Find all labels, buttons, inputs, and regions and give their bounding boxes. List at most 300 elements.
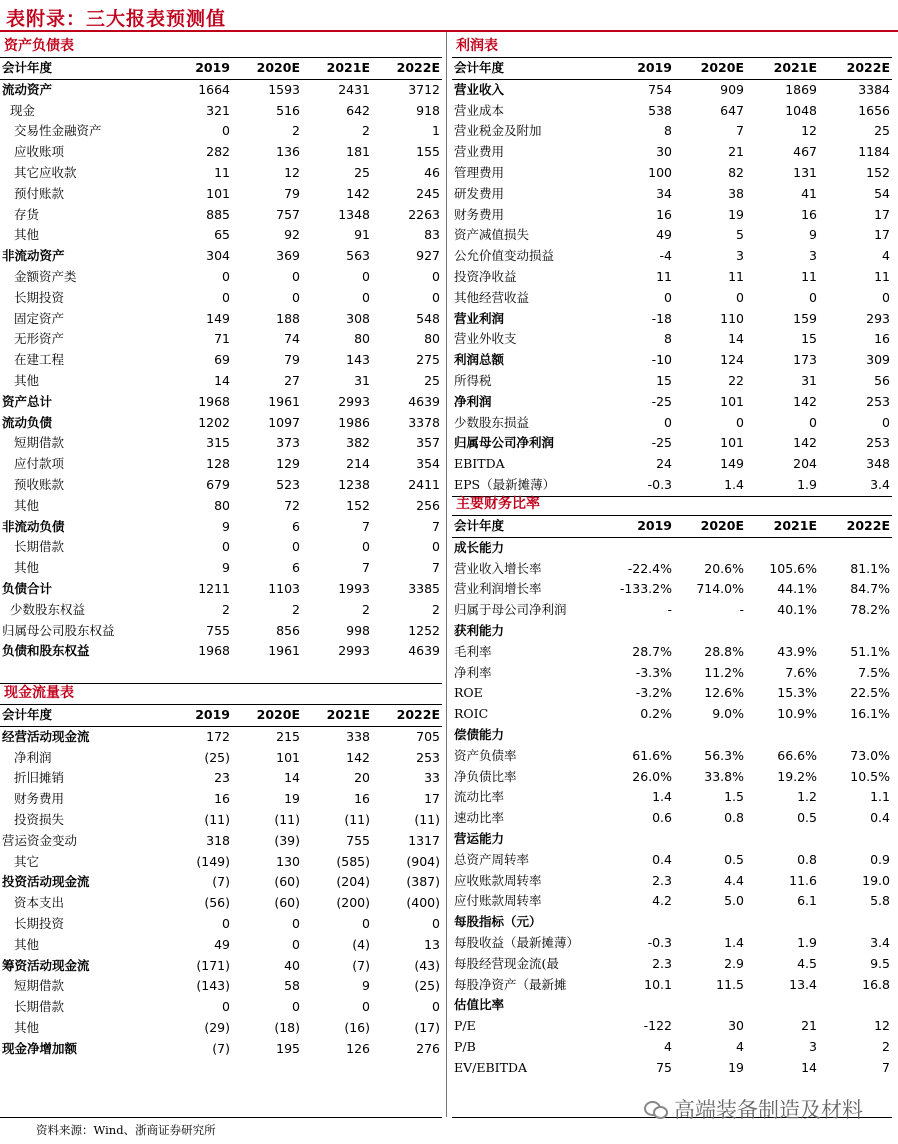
row-label: 其它 xyxy=(14,853,40,869)
cell-value: 0 xyxy=(882,414,890,430)
header-year: 2019 xyxy=(602,516,674,538)
cell-value: 142 xyxy=(793,435,817,451)
cell-value: 34 xyxy=(656,185,672,201)
cell-value: 124 xyxy=(720,352,744,368)
table-row xyxy=(0,309,442,330)
cell-value: 19.0 xyxy=(862,872,890,888)
cell-value: 23 xyxy=(214,770,230,786)
row-label: 每股经营现金流(最 xyxy=(454,955,559,971)
cell-value: 275 xyxy=(416,352,440,368)
cell-value: 14 xyxy=(214,372,230,388)
table-row xyxy=(452,121,892,142)
cell-value: 9 xyxy=(362,978,370,994)
cell-value: -3.2% xyxy=(635,685,672,701)
row-label: 长期投资 xyxy=(14,289,65,305)
ratios-title: 主要财务比率 xyxy=(456,496,540,512)
cell-value: 755 xyxy=(206,622,230,638)
cell-value: 3378 xyxy=(408,414,440,430)
row-label: 营运资金变动 xyxy=(2,832,78,848)
cell-value: (16) xyxy=(344,1019,370,1035)
row-label: 在建工程 xyxy=(14,352,65,368)
cell-value: 54 xyxy=(874,185,890,201)
table-row xyxy=(452,309,892,330)
row-label: 获利能力 xyxy=(454,622,505,638)
table-row xyxy=(452,995,892,1016)
row-label: 公允价值变动损益 xyxy=(454,248,555,264)
row-label: 资本支出 xyxy=(14,895,65,911)
table-row xyxy=(0,976,442,997)
cell-value: 13.4 xyxy=(789,976,817,992)
row-label xyxy=(0,1080,162,1101)
cell-value: 11 xyxy=(801,268,817,284)
cell-value: 1238 xyxy=(338,476,370,492)
cell-value: 19.2% xyxy=(777,768,817,784)
table-row xyxy=(452,163,892,184)
table-row xyxy=(0,454,442,475)
cell-value: 129 xyxy=(276,456,300,472)
row-label: 成长能力 xyxy=(454,539,505,555)
cell-value xyxy=(602,725,674,746)
table-row xyxy=(452,559,892,580)
row-label: 短期借款 xyxy=(14,435,65,451)
cell-value: 856 xyxy=(276,622,300,638)
cell-value: 2263 xyxy=(408,206,440,222)
table-row xyxy=(0,872,442,893)
cell-value: 84.7% xyxy=(850,581,890,597)
cell-value: 101 xyxy=(720,393,744,409)
row-label: 偿债能力 xyxy=(454,726,505,742)
cell-value: 1869 xyxy=(785,81,817,97)
row-label: 管理费用 xyxy=(454,164,505,180)
cell-value: 152 xyxy=(346,497,370,513)
cell-value: 282 xyxy=(206,144,230,160)
cell-value: 885 xyxy=(206,206,230,222)
header-year: 2019 xyxy=(602,58,674,80)
cell-value: 7.6% xyxy=(785,664,817,680)
row-label: 其他 xyxy=(14,560,40,576)
row-label: 少数股东损益 xyxy=(454,414,530,430)
row-label: 归属于母公司净利润 xyxy=(454,602,567,618)
row-label: EV/EBITDA xyxy=(454,1059,527,1075)
cell-value: 918 xyxy=(416,102,440,118)
table-row xyxy=(452,1058,892,1079)
row-label: 其他经营收益 xyxy=(454,289,530,305)
cell-value: 1.1 xyxy=(870,789,890,805)
row-label: P/E xyxy=(454,1018,476,1034)
row-label: 营业利润 xyxy=(454,310,505,326)
row-label: 筹资活动现金流 xyxy=(2,957,90,973)
cell-value: 0 xyxy=(292,539,300,555)
cell-value: 0 xyxy=(809,289,817,305)
cell-value xyxy=(674,829,746,850)
cell-value: -133.2% xyxy=(619,581,672,597)
cell-value: (25) xyxy=(414,978,440,994)
cell-value xyxy=(746,621,819,642)
cell-value: 308 xyxy=(346,310,370,326)
cell-value: 38 xyxy=(728,185,744,201)
cell-value xyxy=(819,995,892,1016)
cell-value: 72 xyxy=(284,497,300,513)
header-year: 2019 xyxy=(162,705,232,727)
table-row xyxy=(452,413,892,434)
cell-value: 348 xyxy=(866,456,890,472)
cell-value: 253 xyxy=(866,393,890,409)
row-label xyxy=(0,1060,162,1081)
cell-value: 2 xyxy=(222,601,230,617)
table-row xyxy=(0,225,442,246)
cell-value: 0.8 xyxy=(797,851,817,867)
cell-value: 13 xyxy=(424,936,440,952)
cell-value: 101 xyxy=(206,185,230,201)
cell-value: 1968 xyxy=(198,643,230,659)
cell-value: 43.9% xyxy=(777,643,817,659)
cell-value: 647 xyxy=(720,102,744,118)
cell-value: 7 xyxy=(432,560,440,576)
table-row xyxy=(0,288,442,309)
table-header-row xyxy=(0,58,442,80)
cell-value xyxy=(602,829,674,850)
cell-value: 10.5% xyxy=(850,768,890,784)
cell-value: 215 xyxy=(276,728,300,744)
table-row xyxy=(452,767,892,788)
cell-value: 5 xyxy=(736,227,744,243)
table-row xyxy=(0,142,442,163)
cell-value: 1348 xyxy=(338,206,370,222)
cell-value: 65 xyxy=(214,227,230,243)
cell-value: 0 xyxy=(432,999,440,1015)
header-label: 会计年度 xyxy=(452,58,602,80)
row-label: 营业利润增长率 xyxy=(454,581,542,597)
cell-value: 25 xyxy=(354,164,370,180)
table-row xyxy=(0,935,442,956)
table-row xyxy=(0,433,442,454)
income-panel xyxy=(452,36,892,497)
cell-value: 1968 xyxy=(198,393,230,409)
cell-value: 21 xyxy=(728,144,744,160)
cell-value: 9.0% xyxy=(712,706,744,722)
cell-value: 11.6 xyxy=(789,872,817,888)
cell-value: 33 xyxy=(424,770,440,786)
cell-value: 7 xyxy=(882,1059,890,1075)
watermark xyxy=(644,1094,863,1124)
cell-value xyxy=(232,1060,302,1081)
row-label: 应付款项 xyxy=(14,456,65,472)
cell-value: 309 xyxy=(866,352,890,368)
table-row xyxy=(0,517,442,538)
cell-value: 0 xyxy=(736,289,744,305)
cell-value: (4) xyxy=(352,936,370,952)
cell-value: 49 xyxy=(214,936,230,952)
table-row xyxy=(452,725,892,746)
cell-value: 4.4 xyxy=(724,872,744,888)
cell-value xyxy=(162,1060,232,1081)
cell-value: 49 xyxy=(656,227,672,243)
cell-value: 253 xyxy=(416,749,440,765)
cell-value: 159 xyxy=(793,310,817,326)
cell-value: 130 xyxy=(276,853,300,869)
table-row xyxy=(452,642,892,663)
cell-value: 12.6% xyxy=(704,685,744,701)
cell-value: 19 xyxy=(284,791,300,807)
cell-value: 2.3 xyxy=(652,872,672,888)
cell-value: 679 xyxy=(206,476,230,492)
cell-value: 172 xyxy=(206,728,230,744)
table-row xyxy=(0,1080,442,1101)
cell-value: 1103 xyxy=(268,580,300,596)
cell-value: 131 xyxy=(793,164,817,180)
row-label: 长期投资 xyxy=(14,915,65,931)
header-year: 2021E xyxy=(302,705,372,727)
table-row xyxy=(0,579,442,600)
table-row xyxy=(0,914,442,935)
cell-value: (7) xyxy=(212,874,230,890)
cell-value: 548 xyxy=(416,310,440,326)
income-table xyxy=(452,57,892,497)
cell-value: 149 xyxy=(206,310,230,326)
table-row xyxy=(452,891,892,912)
cell-value: 9 xyxy=(222,560,230,576)
cell-value: (7) xyxy=(352,957,370,973)
table-row xyxy=(452,1016,892,1037)
cell-value: 126 xyxy=(346,1040,370,1056)
cell-value: 7 xyxy=(362,560,370,576)
cell-value: 0 xyxy=(362,915,370,931)
table-row xyxy=(452,392,892,413)
table-row xyxy=(0,475,442,496)
cell-value: 91 xyxy=(354,227,370,243)
cell-value: 382 xyxy=(346,435,370,451)
cell-value: 563 xyxy=(346,248,370,264)
cell-value: -10 xyxy=(651,352,672,368)
cell-value xyxy=(674,725,746,746)
cell-value: 0 xyxy=(292,936,300,952)
cell-value xyxy=(819,725,892,746)
cell-value: 56 xyxy=(874,372,890,388)
cell-value: 80 xyxy=(424,331,440,347)
cell-value: 0 xyxy=(362,289,370,305)
row-label: EBITDA xyxy=(454,456,505,472)
table-row xyxy=(452,579,892,600)
cell-value: 12 xyxy=(801,123,817,139)
cell-value: 0 xyxy=(432,915,440,931)
cell-value: 11 xyxy=(214,164,230,180)
cell-value: 44.1% xyxy=(777,581,817,597)
row-label: ROE xyxy=(454,685,483,701)
watermark-text: 高端装备制造及材料 xyxy=(674,1098,863,1122)
balance-sheet-panel xyxy=(0,36,442,684)
cell-value: 20.6% xyxy=(704,560,744,576)
cell-value: 0 xyxy=(222,915,230,931)
cell-value: 0.8 xyxy=(724,810,744,826)
cell-value: 10.9% xyxy=(777,706,817,722)
cell-value: -0.3 xyxy=(647,934,672,950)
cell-value: 46 xyxy=(424,164,440,180)
cell-value: 188 xyxy=(276,310,300,326)
table-row xyxy=(0,831,442,852)
row-label: 流动负债 xyxy=(2,414,53,430)
cell-value: 142 xyxy=(346,185,370,201)
cell-value: (904) xyxy=(406,853,440,869)
row-label: 预收账款 xyxy=(14,476,65,492)
cell-value: 357 xyxy=(416,435,440,451)
row-label: 资产总计 xyxy=(2,393,53,409)
row-label: 应收账款周转率 xyxy=(454,872,542,888)
row-label: 固定资产 xyxy=(14,310,65,326)
row-label: 其它应收款 xyxy=(14,164,77,180)
cell-value: 16.8 xyxy=(862,976,890,992)
cell-value: 71 xyxy=(214,331,230,347)
row-label: 其他 xyxy=(14,1019,40,1035)
table-row xyxy=(452,205,892,226)
table-row xyxy=(452,954,892,975)
cell-value: -122 xyxy=(643,1018,672,1034)
cell-value: 315 xyxy=(206,435,230,451)
row-label: 营业税金及附加 xyxy=(454,123,542,139)
cell-value: 0.5 xyxy=(724,851,744,867)
row-label: P/B xyxy=(454,1038,476,1054)
cell-value: (585) xyxy=(336,853,370,869)
cell-value: 26.0% xyxy=(632,768,672,784)
cell-value: (149) xyxy=(196,853,230,869)
table-row xyxy=(452,288,892,309)
row-label: 投资活动现金流 xyxy=(2,874,90,890)
row-label: 营业成本 xyxy=(454,102,505,118)
cell-value: 30 xyxy=(728,1018,744,1034)
table-row xyxy=(452,184,892,205)
row-label: 资产负债率 xyxy=(454,747,517,763)
cashflow-panel xyxy=(0,683,442,1101)
cell-value: 80 xyxy=(354,331,370,347)
cell-value: 321 xyxy=(206,102,230,118)
row-label: 其他 xyxy=(14,372,40,388)
cell-value: 14 xyxy=(728,331,744,347)
cell-value: 714.0% xyxy=(696,581,744,597)
table-row xyxy=(0,267,442,288)
cell-value: 0 xyxy=(292,289,300,305)
cell-value xyxy=(602,621,674,642)
cell-value: 14 xyxy=(801,1059,817,1075)
table-row xyxy=(0,329,442,350)
cell-value: 12 xyxy=(874,1018,890,1034)
table-row xyxy=(452,975,892,996)
cell-value: 4 xyxy=(736,1038,744,1054)
header-year: 2022E xyxy=(372,705,442,727)
cell-value: 1184 xyxy=(858,144,890,160)
cell-value: (60) xyxy=(274,895,300,911)
row-label: 流动比率 xyxy=(454,789,505,805)
cell-value: 11 xyxy=(728,268,744,284)
table-row xyxy=(452,142,892,163)
table-row xyxy=(0,641,442,662)
table-row xyxy=(0,621,442,642)
cell-value: 6 xyxy=(292,560,300,576)
cell-value: 41 xyxy=(801,185,817,201)
header-year: 2021E xyxy=(302,58,372,80)
row-label: 估值比率 xyxy=(454,997,505,1013)
cell-value: 40 xyxy=(284,957,300,973)
cell-value: 22 xyxy=(728,372,744,388)
row-label: 营运能力 xyxy=(454,830,505,846)
cell-value: -4 xyxy=(659,248,672,264)
cell-value: 11.5 xyxy=(716,976,744,992)
row-label: 负债合计 xyxy=(2,580,53,596)
cell-value: 276 xyxy=(416,1040,440,1056)
cell-value: 40.1% xyxy=(777,602,817,618)
cashflow-title: 现金流量表 xyxy=(4,685,74,701)
cell-value: 0 xyxy=(432,539,440,555)
table-row xyxy=(0,662,442,683)
cell-value: 7 xyxy=(362,518,370,534)
row-label: 现金 xyxy=(10,102,36,118)
cell-value: 4 xyxy=(882,248,890,264)
cell-value: 16.1% xyxy=(850,706,890,722)
row-label: 少数股东权益 xyxy=(10,601,86,617)
cell-value: 0 xyxy=(809,414,817,430)
row-label: 应收账项 xyxy=(14,144,65,160)
cell-value: 128 xyxy=(206,456,230,472)
cell-value: 2 xyxy=(432,601,440,617)
cell-value: 755 xyxy=(346,832,370,848)
header-year: 2021E xyxy=(746,58,819,80)
table-row xyxy=(0,79,442,100)
cell-value: (17) xyxy=(414,1019,440,1035)
cell-value: 31 xyxy=(354,372,370,388)
table-row xyxy=(0,205,442,226)
cell-value xyxy=(819,829,892,850)
cell-value: 2.3 xyxy=(652,955,672,971)
cell-value xyxy=(674,621,746,642)
cell-value: 3712 xyxy=(408,81,440,97)
row-label: 其他 xyxy=(14,497,40,513)
row-label: 每股净资产（最新摊 xyxy=(454,976,567,992)
cell-value: 33.8% xyxy=(704,768,744,784)
table-row xyxy=(452,433,892,454)
header-year: 2021E xyxy=(746,516,819,538)
cell-value: -25 xyxy=(651,435,672,451)
cell-value: 927 xyxy=(416,248,440,264)
cell-value: 101 xyxy=(720,435,744,451)
cell-value: 0.4 xyxy=(870,810,890,826)
table-row xyxy=(452,850,892,871)
row-label: 营业收入增长率 xyxy=(454,560,542,576)
table-row xyxy=(452,537,892,558)
cell-value: 83 xyxy=(424,227,440,243)
cell-value: 6.1 xyxy=(797,893,817,909)
table-row xyxy=(0,101,442,122)
cell-value: -22.4% xyxy=(627,560,672,576)
cell-value: 2411 xyxy=(408,476,440,492)
ratios-table xyxy=(452,515,892,1079)
table-row xyxy=(452,683,892,704)
column-separator xyxy=(446,32,447,1117)
row-label: 经营活动现金流 xyxy=(2,728,90,744)
cell-value: 318 xyxy=(206,832,230,848)
cell-value: 136 xyxy=(276,144,300,160)
cell-value: 0.4 xyxy=(652,851,672,867)
cell-value xyxy=(674,912,746,933)
cell-value: 0 xyxy=(882,289,890,305)
cell-value: 0 xyxy=(736,414,744,430)
header-label: 会计年度 xyxy=(452,516,602,538)
row-label: 毛利率 xyxy=(454,643,492,659)
cell-value xyxy=(819,912,892,933)
table-row xyxy=(452,600,892,621)
table-row xyxy=(0,997,442,1018)
cell-value xyxy=(302,1060,372,1081)
ratios-panel xyxy=(452,494,892,1079)
cell-value: 1.9 xyxy=(746,475,819,496)
cell-value: 51.1% xyxy=(850,643,890,659)
